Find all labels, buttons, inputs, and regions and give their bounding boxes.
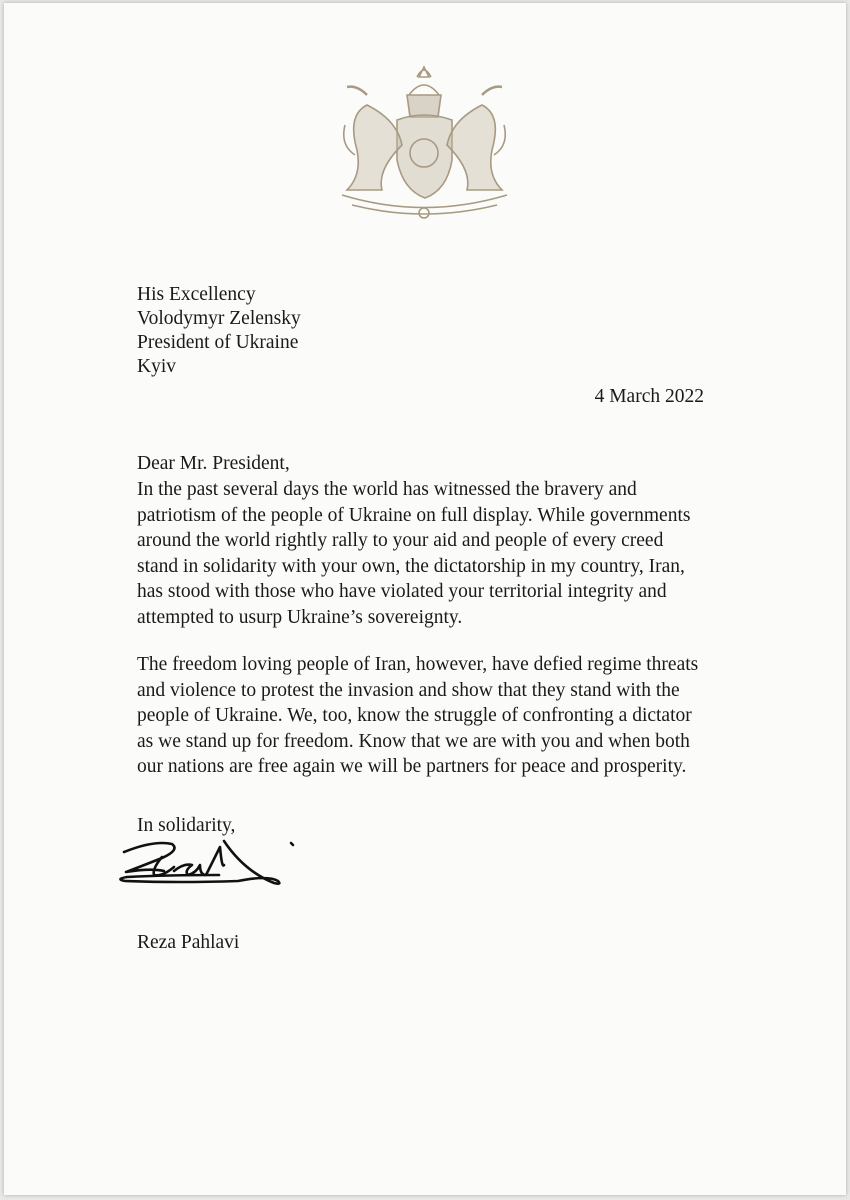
recipient-line: Volodymyr Zelensky (137, 308, 301, 329)
coat-of-arms-icon (337, 65, 512, 220)
recipient-line: Kyiv (137, 356, 176, 377)
paragraph-line: our nations are free again we will be partners for peace and prosperity. (137, 756, 687, 777)
paragraph-line: patriotism of the people of Ukraine on full display. While governments (137, 504, 691, 526)
recipient-line: President of Ukraine (137, 332, 299, 353)
paragraph-line: people of Ukraine. We, too, know the struggle of confronting a dictator (137, 705, 692, 726)
paragraph-line: around the world rightly rally to your aid and people of every creed (137, 530, 664, 551)
letter-date: 4 March 2022 (594, 386, 704, 407)
paragraph-line: stand in solidarity with your own, the dictatorship in my country, Iran, (137, 555, 685, 577)
paragraph-line: The freedom loving people of Iran, however, have defied regime threats (137, 654, 699, 675)
signatory-name: Reza Pahlavi (137, 932, 240, 953)
paragraph-line: as we stand up for freedom. Know that we are with you and when both (137, 730, 690, 752)
letter-page (4, 3, 846, 1195)
signature-icon (116, 835, 306, 900)
paragraph-line: attempted to usurp Ukraine’s sovereignty. (137, 606, 463, 628)
closing: In solidarity, (137, 815, 236, 836)
paragraph-line: In the past several days the world has witnessed the bravery and (137, 479, 637, 500)
recipient-line: His Excellency (137, 284, 256, 305)
paragraph-line: and violence to protest the invasion and show that they stand with the (137, 679, 680, 701)
salutation: Dear Mr. President, (137, 453, 290, 474)
paragraph-line: has stood with those who have violated your territorial integrity and (137, 581, 667, 602)
